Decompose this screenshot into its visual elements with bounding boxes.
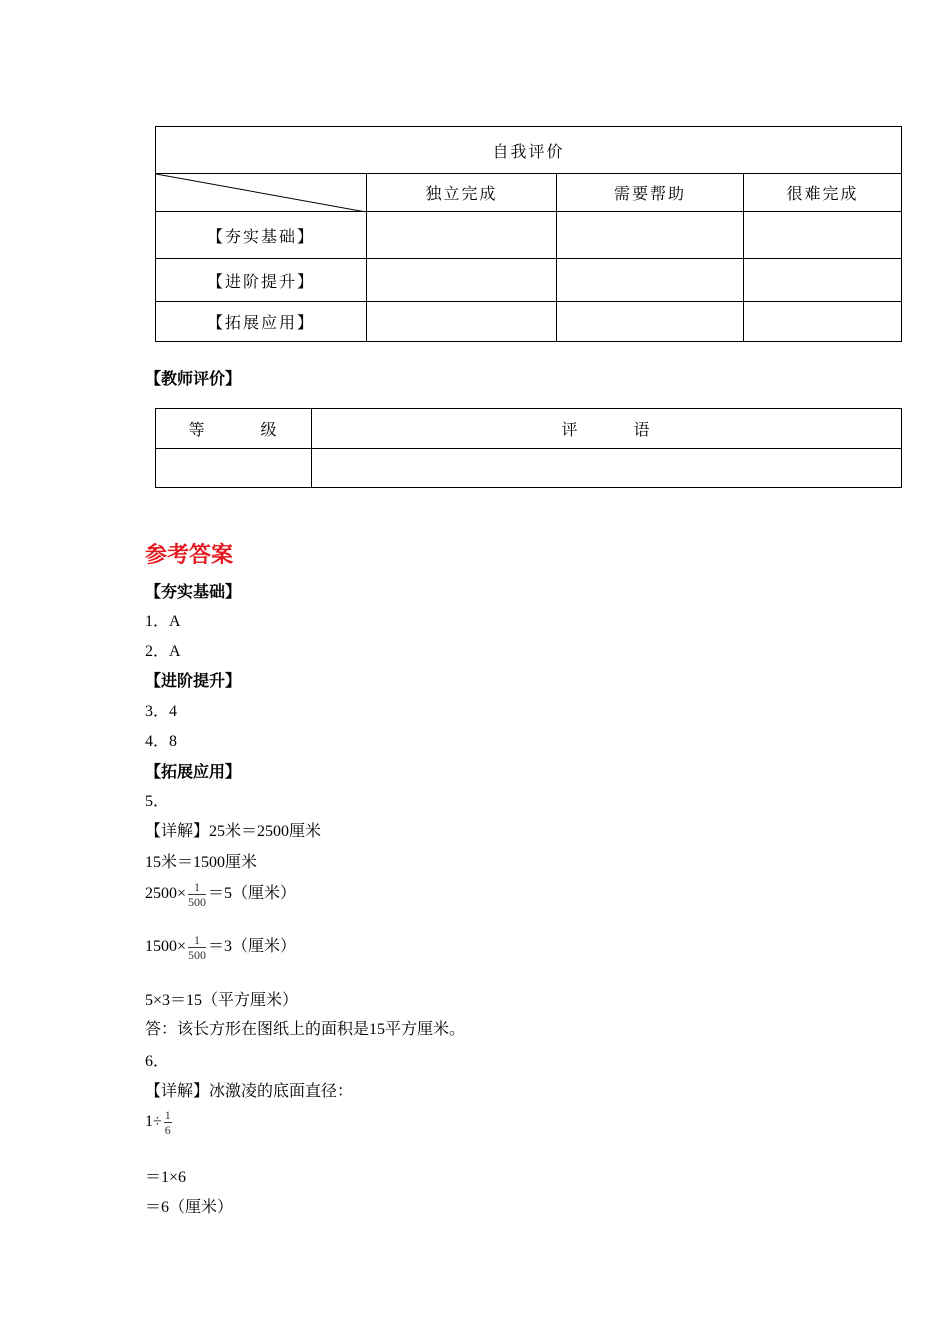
detail-5-line-4 bbox=[145, 933, 296, 962]
detail-5-line-5: 5×3＝15（平方厘米） bbox=[145, 992, 299, 1009]
diagonal-header-cell bbox=[156, 174, 367, 212]
fraction bbox=[188, 933, 206, 962]
section-advanced-heading: 【进阶提升】 bbox=[145, 671, 242, 690]
answer-6: 6． bbox=[145, 1053, 170, 1070]
diagonal-line bbox=[156, 174, 366, 212]
self-evaluation-table bbox=[155, 126, 902, 342]
fraction bbox=[188, 880, 206, 909]
expr-prefix: 2500× bbox=[145, 885, 187, 903]
answer-2: 2．A bbox=[145, 643, 181, 660]
fraction bbox=[164, 1108, 172, 1137]
section-basic-heading: 【夯实基础】 bbox=[145, 582, 242, 601]
column-header-independent: 独立完成 bbox=[367, 174, 557, 212]
expr-prefix: 1500× bbox=[145, 938, 187, 956]
expr-result: ＝5（厘米） bbox=[208, 885, 297, 903]
self-evaluation-title: 自我评价 bbox=[156, 127, 902, 174]
detail-6-line-1: 【详解】冰激凌的底面直径： bbox=[145, 1083, 354, 1100]
eval-cell[interactable] bbox=[744, 302, 902, 342]
detail-6-line-2 bbox=[145, 1108, 174, 1137]
eval-cell[interactable] bbox=[557, 259, 744, 302]
teacher-evaluation-table bbox=[155, 408, 902, 488]
detail-5-line-2: 15米＝1500厘米 bbox=[145, 854, 258, 871]
row-label-advanced: 【进阶提升】 bbox=[156, 259, 367, 302]
eval-cell[interactable] bbox=[744, 212, 902, 259]
comment-header: 评 语 bbox=[312, 409, 902, 449]
fraction-numerator: 1 bbox=[188, 880, 206, 895]
grade-cell[interactable] bbox=[156, 449, 312, 488]
comment-cell[interactable] bbox=[312, 449, 902, 488]
answers-title: 参考答案 bbox=[145, 542, 234, 568]
grade-header: 等 级 bbox=[156, 409, 312, 449]
fraction-denominator: 6 bbox=[164, 1123, 171, 1137]
answer-3: 3．4 bbox=[145, 703, 178, 720]
row-label-basic: 【夯实基础】 bbox=[156, 212, 367, 259]
detail-6-line-4: ＝6（厘米） bbox=[145, 1199, 234, 1216]
fraction-denominator: 500 bbox=[188, 895, 207, 909]
fraction-denominator: 500 bbox=[188, 948, 207, 962]
column-header-need-help: 需要帮助 bbox=[557, 174, 744, 212]
column-header-difficult: 很难完成 bbox=[744, 174, 902, 212]
answer-4: 4．8 bbox=[145, 733, 178, 750]
teacher-evaluation-heading: 【教师评价】 bbox=[145, 369, 242, 388]
fraction-numerator: 1 bbox=[188, 933, 206, 948]
detail-5-line-3 bbox=[145, 880, 296, 909]
expr-result: ＝3（厘米） bbox=[208, 938, 297, 956]
answer-5: 5． bbox=[145, 793, 170, 810]
eval-cell[interactable] bbox=[367, 302, 557, 342]
row-label-extended: 【拓展应用】 bbox=[156, 302, 367, 342]
detail-5-answer: 答：该长方形在图纸上的面积是15平方厘米。 bbox=[145, 1021, 466, 1038]
detail-6-line-3: ＝1×6 bbox=[145, 1169, 187, 1186]
expr-prefix: 1÷ bbox=[145, 1113, 162, 1131]
detail-5-line-1: 【详解】25米＝2500厘米 bbox=[145, 823, 322, 840]
section-extended-heading: 【拓展应用】 bbox=[145, 762, 242, 781]
fraction-numerator: 1 bbox=[164, 1108, 171, 1122]
eval-cell[interactable] bbox=[367, 212, 557, 259]
eval-cell[interactable] bbox=[557, 212, 744, 259]
eval-cell[interactable] bbox=[557, 302, 744, 342]
answer-1: 1．A bbox=[145, 613, 181, 630]
eval-cell[interactable] bbox=[367, 259, 557, 302]
eval-cell[interactable] bbox=[744, 259, 902, 302]
